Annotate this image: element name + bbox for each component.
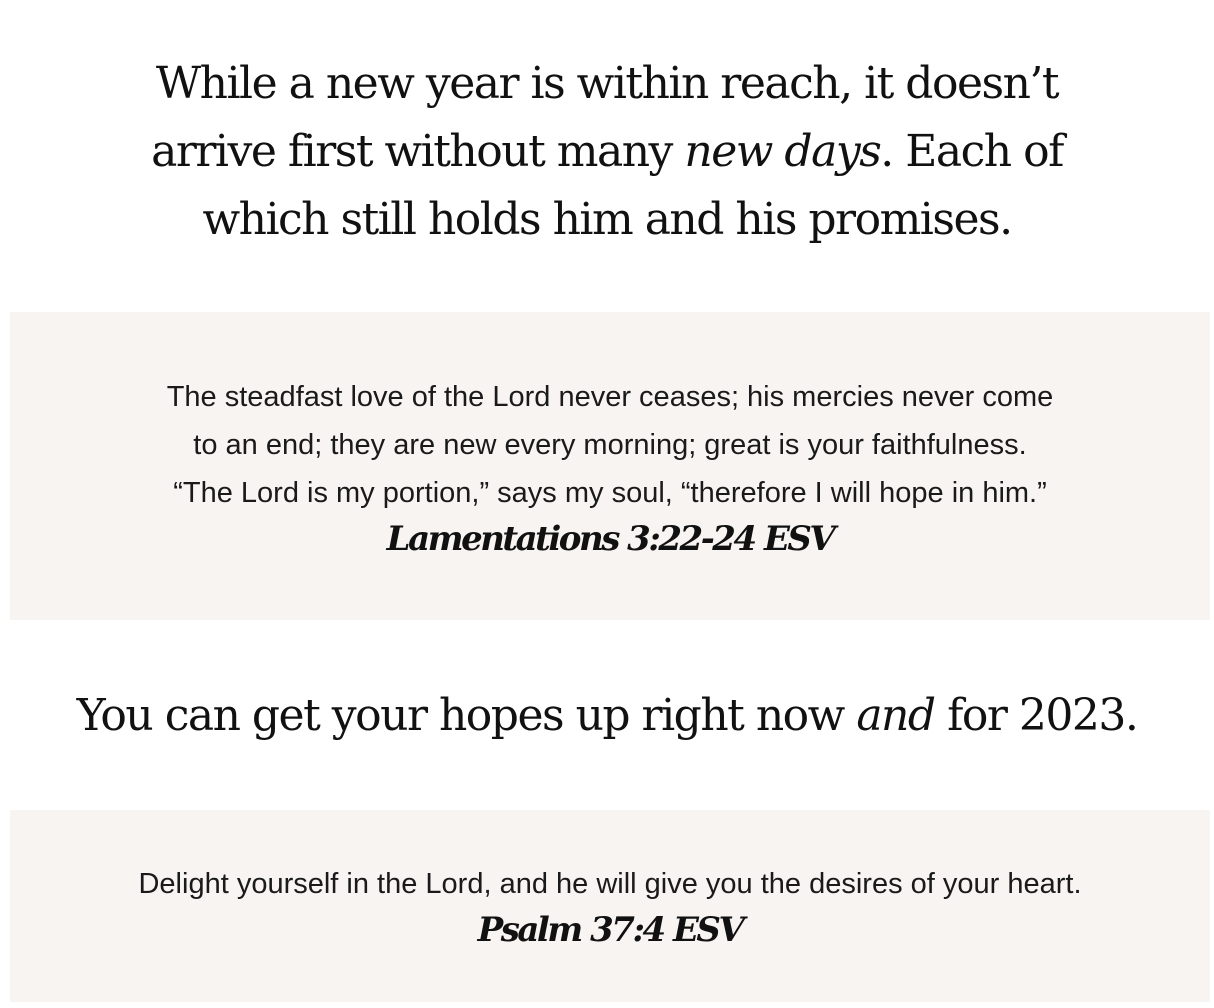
verse-line: The steadfast love of the Lord never ceases; his mercies never come (166, 381, 1054, 413)
verse-block-psalm (10, 810, 1210, 1002)
hope-heading (0, 684, 1214, 748)
hope-text-before: You can get your hopes up right now (76, 690, 857, 741)
intro-heading (0, 50, 1214, 254)
verse-citation: Psalm 37:4 ESV (477, 910, 743, 950)
intro-heading-text (107, 50, 1107, 254)
verse-line: Delight yourself in the Lord, and he will give you the desires of your heart. (138, 868, 1082, 900)
hope-emphasis: and (856, 690, 935, 741)
hope-text-after: for 2023. (934, 690, 1138, 741)
verse-line: “The Lord is my portion,” says my soul, “therefore I will hope in him.” (173, 477, 1047, 509)
verse-citation: Lamentations 3:22-24 ESV (386, 519, 834, 559)
verse-text (10, 860, 1210, 908)
intro-text-before: While a new year is within reach, it doesn’t arrive first without many (151, 58, 1059, 177)
verse-text (10, 373, 1210, 517)
intro-emphasis: new days (684, 126, 881, 177)
intro-text-after: . Each of which still holds him and his promises. (202, 126, 1063, 245)
verse-block-lamentations (10, 312, 1210, 620)
verse-line: to an end; they are new every morning; great is your faithfulness. (193, 429, 1027, 461)
